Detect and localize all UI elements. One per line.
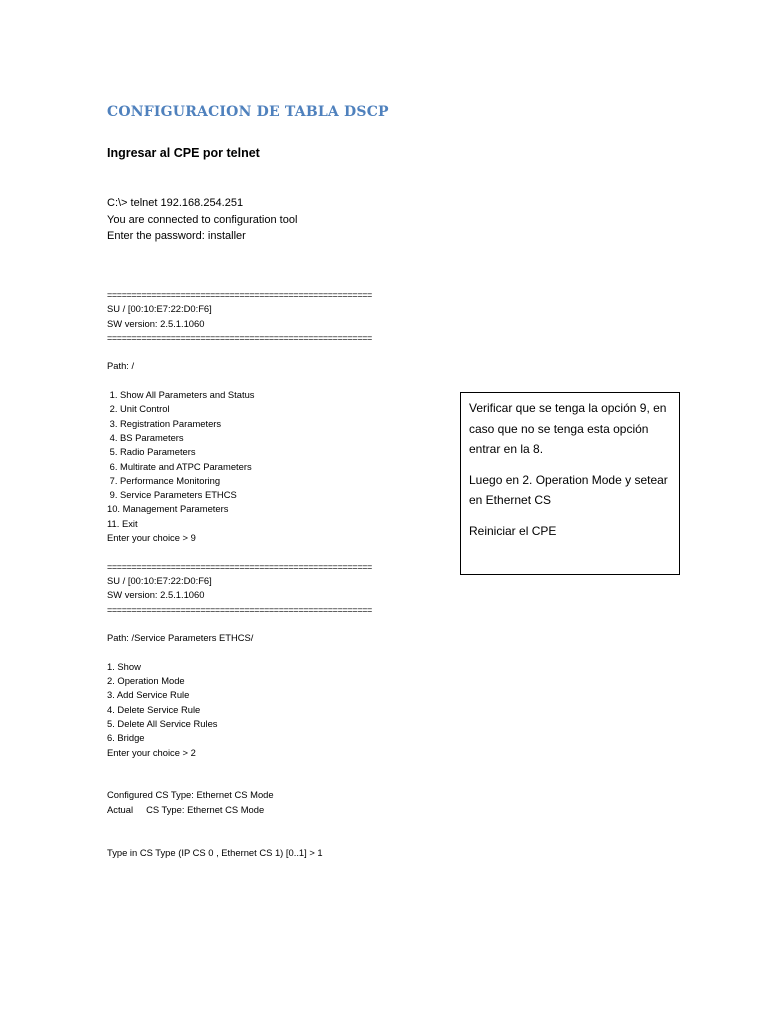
menu-item: 5. Radio Parameters <box>107 446 196 458</box>
note-paragraph: Reiniciar el CPE <box>469 523 557 538</box>
section-subtitle: Ingresar al CPE por telnet <box>107 146 260 160</box>
note-paragraph: Luego en 2. Operation Mode y setear en Ethernet CS <box>469 472 668 507</box>
blank-line <box>107 817 412 831</box>
instruction-note-box <box>460 392 680 575</box>
blank-line <box>107 831 412 845</box>
separator-line: ====================================================== <box>107 561 372 572</box>
menu-item: 1. Show All Parameters and Status <box>107 389 255 401</box>
su-mac-line: SU / [00:10:E7:22:D0:F6] <box>107 303 212 315</box>
su-mac-line: SU / [00:10:E7:22:D0:F6] <box>107 574 212 586</box>
menu-item: 4. BS Parameters <box>107 431 184 443</box>
configured-cs-line: Configured CS Type: Ethernet CS Mode <box>107 789 274 801</box>
path-line: Path: / <box>107 360 135 372</box>
blank-line <box>107 374 412 388</box>
sw-version-line: SW version: 2.5.1.1060 <box>107 589 205 601</box>
blank-line <box>107 760 412 774</box>
telnet-command: C:\> telnet 192.168.254.251 <box>107 197 244 209</box>
password-line: Enter the password: installer <box>107 230 246 242</box>
separator-line: ====================================================== <box>107 604 372 615</box>
separator-line: ====================================================== <box>107 332 372 343</box>
document-title: CONFIGURACION DE TABLA DSCP <box>107 104 389 120</box>
menu-item: 2. Operation Mode <box>107 675 185 687</box>
blank-line <box>107 774 412 788</box>
blank-line <box>107 545 412 559</box>
menu-item: 7. Performance Monitoring <box>107 474 221 486</box>
menu-item: 4. Delete Service Rule <box>107 703 201 715</box>
choice-prompt: Enter your choice > 2 <box>107 746 196 758</box>
menu-item: 2. Unit Control <box>107 403 170 415</box>
menu-item: 3. Add Service Rule <box>107 689 190 701</box>
menu-item: 10. Management Parameters <box>107 503 229 515</box>
connected-message: You are connected to configuration tool <box>107 213 298 226</box>
sw-version-line: SW version: 2.5.1.1060 <box>107 317 205 329</box>
terminal-screen-main <box>107 288 412 860</box>
menu-item: 6. Multirate and ATPC Parameters <box>107 460 252 472</box>
path-line: Path: /Service Parameters ETHCS/ <box>107 632 254 644</box>
telnet-login-block <box>107 195 297 245</box>
blank-line <box>107 645 412 659</box>
choice-prompt: Enter your choice > 9 <box>107 532 196 544</box>
note-paragraph: Verificar que se tenga la opción 9, en caso que no se tenga esta opción entrar en la 8. <box>469 401 667 456</box>
menu-item: 6. Bridge <box>107 732 145 744</box>
cs-type-input-line: Type in CS Type (IP CS 0 , Ethernet CS 1) [0..1] > 1 <box>107 846 323 858</box>
menu-item: 3. Registration Parameters <box>107 417 222 429</box>
blank-line <box>107 345 412 359</box>
menu-item: 1. Show <box>107 660 141 672</box>
menu-item: 9. Service Parameters ETHCS <box>107 489 237 501</box>
separator-line: ====================================================== <box>107 290 372 300</box>
menu-item: 11. Exit <box>107 517 138 529</box>
menu-item: 5. Delete All Service Rules <box>107 717 218 729</box>
actual-cs-line: Actual CS Type: Ethernet CS Mode <box>107 803 265 815</box>
blank-line <box>107 617 412 631</box>
